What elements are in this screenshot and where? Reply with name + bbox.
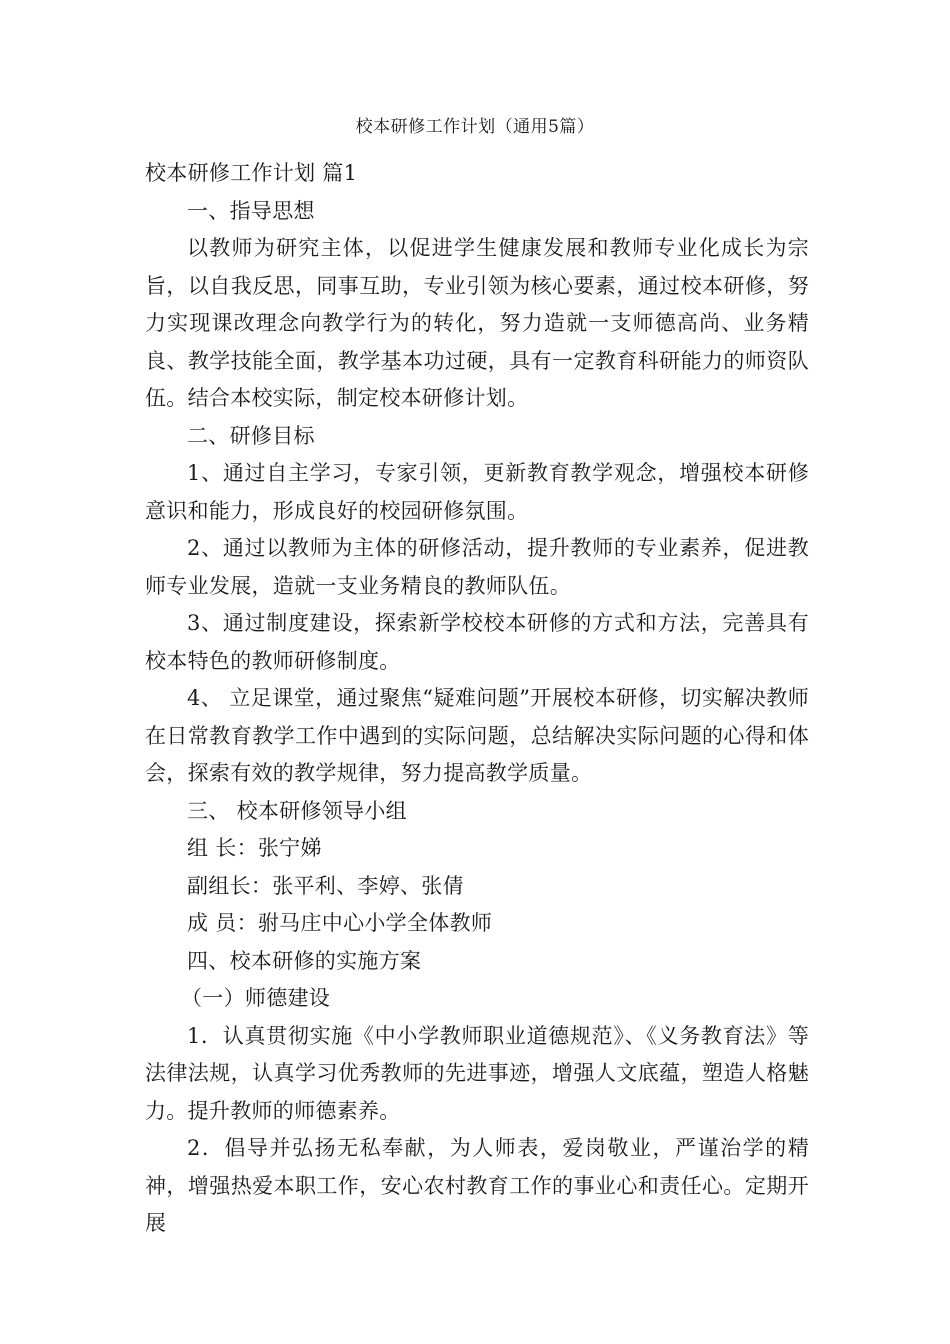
document-title: 校本研修工作计划（通用5篇） [355, 117, 595, 137]
section-heading: 校本研修工作计划 篇1 [145, 161, 358, 185]
paragraph-goal-1: 1、通过自主学习，专家引领，更新教育教学观念，增强校本研修意识和能力，形成良好的校园研修氛围。 [145, 461, 809, 523]
paragraph-ethics-2: 2．倡导并弘扬无私奉献，为人师表，爱岗敬业，严谨治学的精神，增强热爱本职工作，安心农村教育工作的事业心和责任心。定期开展 [145, 1136, 809, 1235]
paragraph-goal-4: 4、 立足课堂，通过聚焦“疑难问题”开展校本研修，切实解决教师在日常教育教学工作中遇到的实际问题，总结解决实际问题的心得和体会，探索有效的教学规律，努力提高教学质量。 [145, 686, 809, 785]
deputy-leader-line: 副组长：张平利、李婷、张倩 [187, 873, 464, 898]
document-body [145, 155, 809, 1243]
heading-leadership-group: 三、 校本研修领导小组 [187, 798, 407, 823]
heading-ethics-building: （一）师德建设 [181, 986, 331, 1010]
members-line: 成 员：驸马庄中心小学全体教师 [187, 911, 493, 935]
paragraph-ethics-1: 1．认真贯彻实施《中小学教师职业道德规范》、《义务教育法》等法律法规，认真学习优秀教师的先进事迹，增强人文底蕴，塑造人格魅力。提升教师的师德素养。 [145, 1023, 809, 1123]
paragraph-goal-3: 3、通过制度建设，探索新学校校本研修的方式和方法，完善具有校本特色的教师研修制度。 [145, 611, 809, 673]
heading-guiding-ideology: 一、指导思想 [187, 198, 315, 223]
paragraph-guiding-ideology: 以教师为研究主体，以促进学生健康发展和教师专业化成长为宗旨，以自我反思，同事互助，专业引领为核心要素，通过校本研修，努力实现课改理念向教学行为的转化，努力造就一支师德高尚、业务精良、教学技能全面，教学基本功过硬，具有一定教育科研能力的师资队伍。结合本校实际，制定校本研修计划。 [145, 236, 809, 410]
paragraph-goal-2: 2、通过以教师为主体的研修活动，提升教师的专业素养，促进教师专业发展，造就一支业务精良的教师队伍。 [145, 536, 809, 598]
leader-line: 组 长：张宁娣 [187, 836, 322, 860]
heading-implementation-plan: 四、校本研修的实施方案 [187, 948, 422, 973]
heading-training-goals: 二、研修目标 [187, 423, 315, 448]
